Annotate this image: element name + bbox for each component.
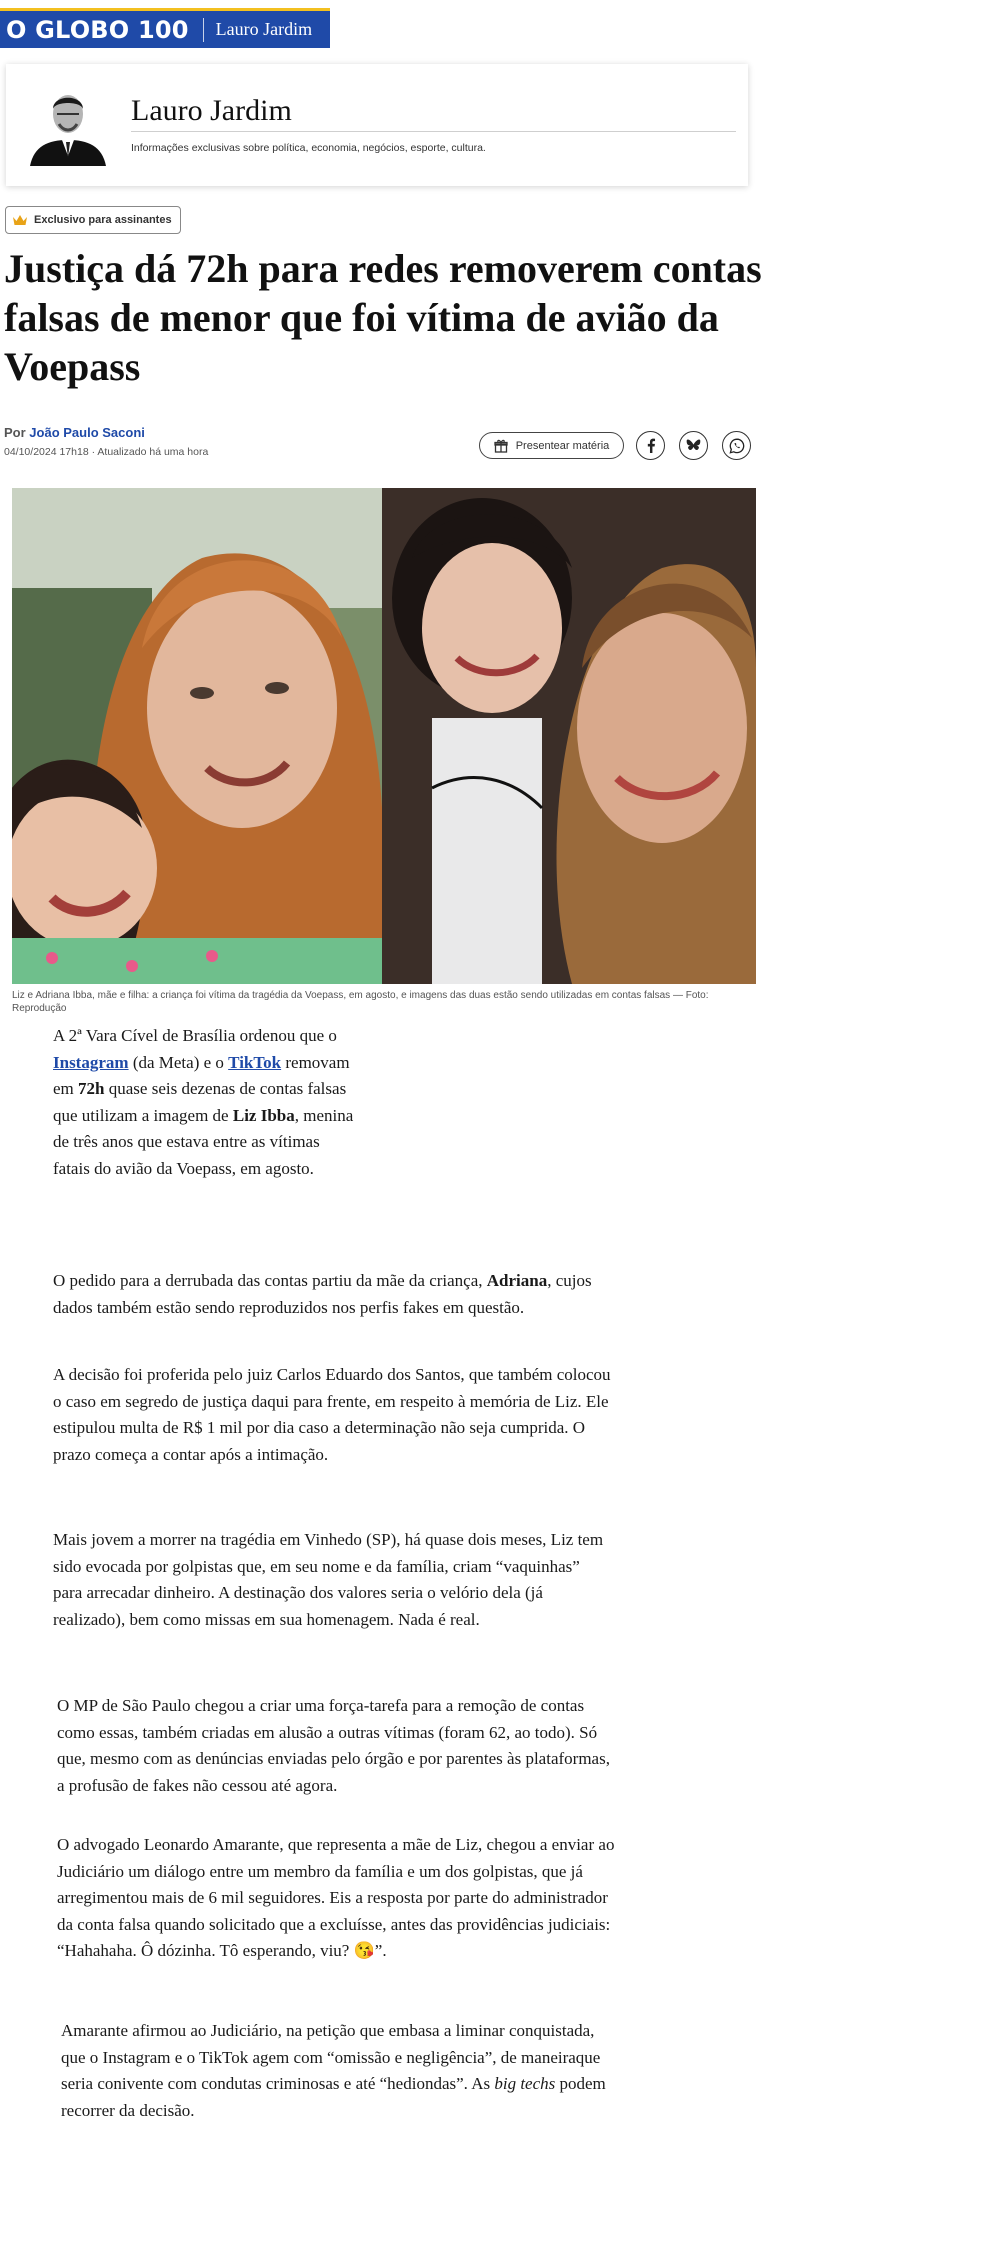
share-facebook-button[interactable] (636, 431, 665, 460)
columnist-description: Informações exclusivas sobre política, economia, negócios, esporte, cultura. (131, 142, 486, 154)
paragraph-7: Amarante afirmou ao Judiciário, na petição que embasa a liminar conquistada, que o Instagram e o TikTok agem com “omissão e negligência”, de maneiraque seria conivente com condutas criminosas e até “hediondas”. As big techs podem recorrer da decisão. (61, 2021, 606, 2120)
section-link[interactable]: Lauro Jardim (215, 19, 313, 39)
gift-article-button[interactable] (479, 432, 624, 459)
instagram-link[interactable]: Instagram (53, 1052, 129, 1072)
columnist-avatar (28, 84, 108, 166)
whatsapp-icon (729, 438, 745, 454)
paragraph-1: A 2ª Vara Cível de Brasília ordenou que o Instagram (da Meta) e o TikTok removam em 72h quase seis dezenas de contas falsas que utilizam a imagem de Liz Ibba, menina de três anos que estava entre as vítimas fatais do avião da Voepass, em agosto. (53, 1026, 354, 1178)
paragraph-2: O pedido para a derrubada das contas partiu da mãe da criança, Adriana, cujos dados também estão sendo reproduzidos nos perfis fakes em questão. (53, 1271, 592, 1317)
author-link[interactable]: João Paulo Saconi (29, 425, 145, 440)
byline (4, 425, 145, 440)
paragraph-6: O advogado Leonardo Amarante, que representa a mãe de Liz, chegou a enviar ao Judiciário um diálogo entre um membro da família e um dos golpistas, que já arregimentou mais de 6 mil seguidores. Eis a resposta por parte do administrador da conta falsa quando solicitado que a excluísse, antes das providências judiciais: “Hahahaha. Ô dózinha. Tô esperando, viu? 😘”. (57, 1835, 615, 1960)
bluesky-icon (686, 439, 701, 452)
article-headline: Justiça dá 72h para redes removerem contas falsas de menor que foi vítima de avião da Voepass (4, 246, 762, 389)
globo-logo[interactable]: O GLOBO 100 (6, 15, 189, 44)
paragraph-4: Mais jovem a morrer na tragédia em Vinhedo (SP), há quase dois meses, Liz tem sido evocada por golpistas que, em seu nome e da família, criam “vaquinhas” para arrecadar dinheiro. A destinação dos valores seria o velório dela (já realizado), bem como missas em sua homenagem. Nada é real. (53, 1530, 604, 1629)
gift-label: Presentear matéria (515, 439, 610, 452)
brand-divider (203, 18, 204, 42)
share-whatsapp-button[interactable] (722, 431, 751, 460)
photo-caption: Liz e Adriana Ibba, mãe e filha: a criança foi vítima da tragédia da Voepass, em agosto, e imagens das duas estão sendo utilizadas em contas falsas — Foto: Reprodução (12, 990, 709, 1014)
facebook-icon (646, 438, 656, 453)
share-bluesky-button[interactable] (679, 431, 708, 460)
gift-icon (494, 439, 508, 453)
subscribers-badge (5, 206, 181, 234)
paragraph-5: O MP de São Paulo chegou a criar uma força-tarefa para a remoção de contas como essas, também criadas em alusão a outras vítimas (foram 62, ao todo). Só que, mesmo com as denúncias enviadas pelo órgão e por parentes às plataformas, a profusão de fakes não cessou até agora. (57, 1696, 610, 1795)
photo-illustration (12, 488, 756, 984)
byline-prefix: Por (4, 425, 26, 440)
columnist-card (6, 64, 748, 186)
badge-label: Exclusivo para assinantes (34, 214, 172, 226)
dateline: 04/10/2024 17h18 · Atualizado há uma hora (4, 446, 209, 458)
article-photo[interactable] (12, 488, 756, 984)
brand-bar (0, 8, 330, 48)
paragraph-3: A decisão foi proferida pelo juiz Carlos Eduardo dos Santos, que também colocou o caso em segredo de justiça daqui para frente, em respeito à memória de Liz. Ele estipulou multa de R$ 1 mil por dia caso a determinação não seja cumprida. O prazo começa a contar após a intimação. (53, 1365, 611, 1464)
columnist-name[interactable]: Lauro Jardim (131, 94, 292, 127)
card-divider (131, 131, 736, 132)
tiktok-link[interactable]: TikTok (228, 1052, 282, 1072)
crown-icon (12, 214, 28, 226)
